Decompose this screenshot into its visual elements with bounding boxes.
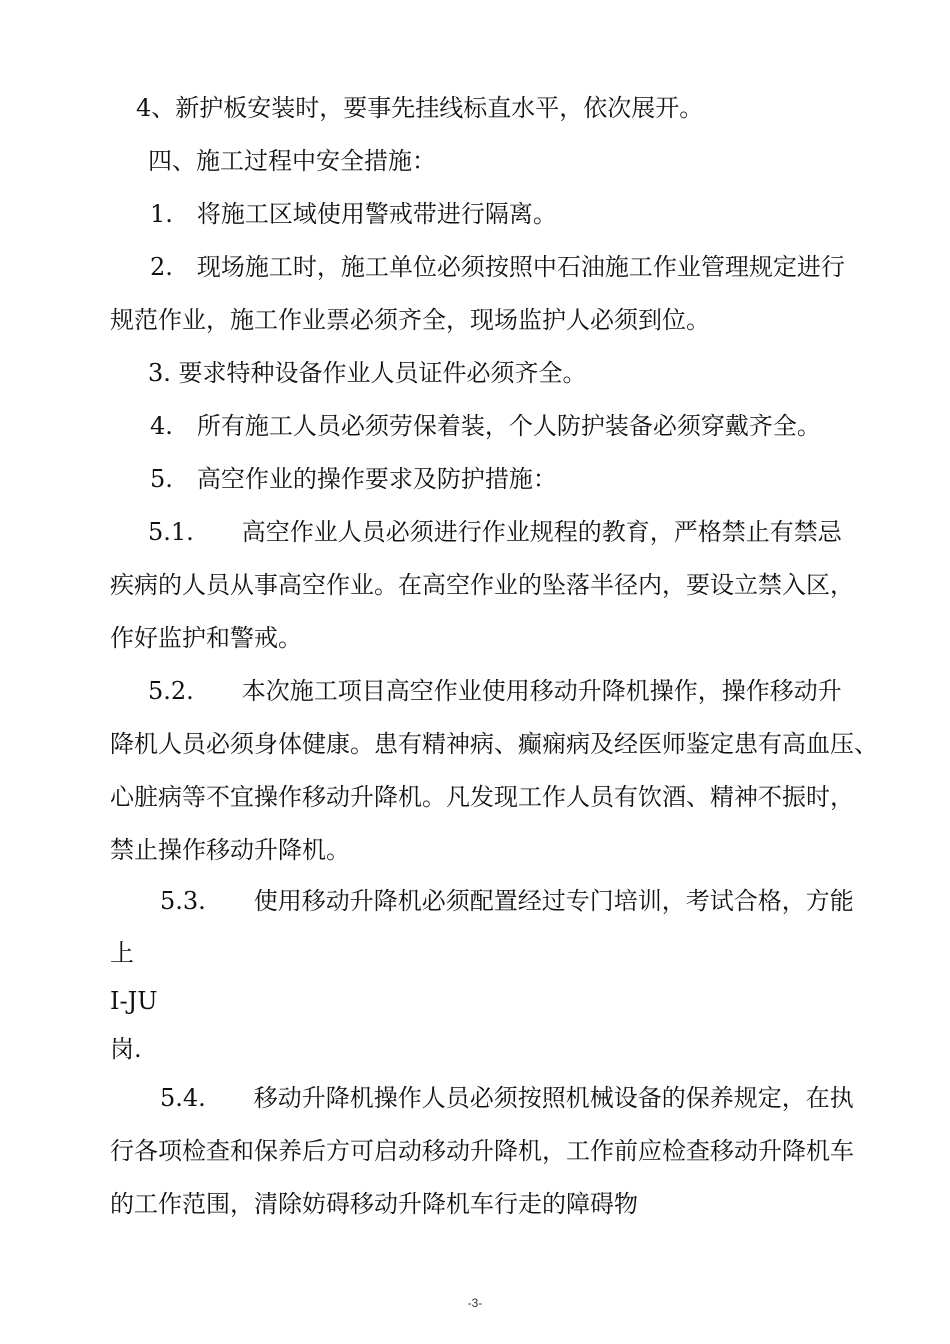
paragraph-line: 5.3. 使用移动升降机必须配置经过专门培训，考试合格，方能: [160, 887, 854, 915]
paragraph-line: 疾病的人员从事高空作业。在高空作业的坠落半径内，要设立禁入区，: [110, 571, 854, 599]
paragraph-line: 3. 要求特种设备作业人员证件必须齐全。: [148, 359, 587, 387]
paragraph-line: 的工作范围，清除妨碍移动升降机车行走的障碍物: [110, 1190, 638, 1218]
paragraph-line: 行各项检查和保养后方可启动移动升降机，工作前应检查移动升降机车: [110, 1137, 854, 1165]
paragraph-line: 2. 现场施工时，施工单位必须按照中石油施工作业管理规定进行: [150, 253, 845, 281]
paragraph-line: 4. 所有施工人员必须劳保着装，个人防护装备必须穿戴齐全。: [150, 412, 821, 440]
paragraph-line: 4、新护板安装时，要事先挂线标直水平，依次展开。: [136, 94, 704, 122]
paragraph-line: 岗.: [110, 1035, 142, 1063]
paragraph-line: 1. 将施工区域使用警戒带进行隔离。: [150, 200, 557, 228]
paragraph-line: 5.2. 本次施工项目高空作业使用移动升降机操作，操作移动升: [148, 677, 842, 705]
paragraph-line: 作好监护和警戒。: [110, 624, 302, 652]
paragraph-line: 上: [110, 939, 134, 967]
paragraph-line: I-JU: [110, 987, 158, 1015]
paragraph-line: 5.1. 高空作业人员必须进行作业规程的教育，严格禁止有禁忌: [148, 518, 842, 546]
section-heading: 四、施工过程中安全措施：: [148, 147, 436, 175]
paragraph-line: 5. 高空作业的操作要求及防护措施：: [150, 465, 557, 493]
page-number: -3-: [467, 1296, 483, 1310]
paragraph-line: 规范作业，施工作业票必须齐全，现场监护人必须到位。: [110, 306, 710, 334]
paragraph-line: 禁止操作移动升降机。: [110, 836, 350, 864]
paragraph-line: 心脏病等不宜操作移动升降机。凡发现工作人员有饮酒、精神不振时，: [110, 783, 854, 811]
paragraph-line: 降机人员必须身体健康。患有精神病、癫痫病及经医师鉴定患有高血压、: [110, 730, 878, 758]
paragraph-line: 5.4. 移动升降机操作人员必须按照机械设备的保养规定，在执: [160, 1084, 854, 1112]
